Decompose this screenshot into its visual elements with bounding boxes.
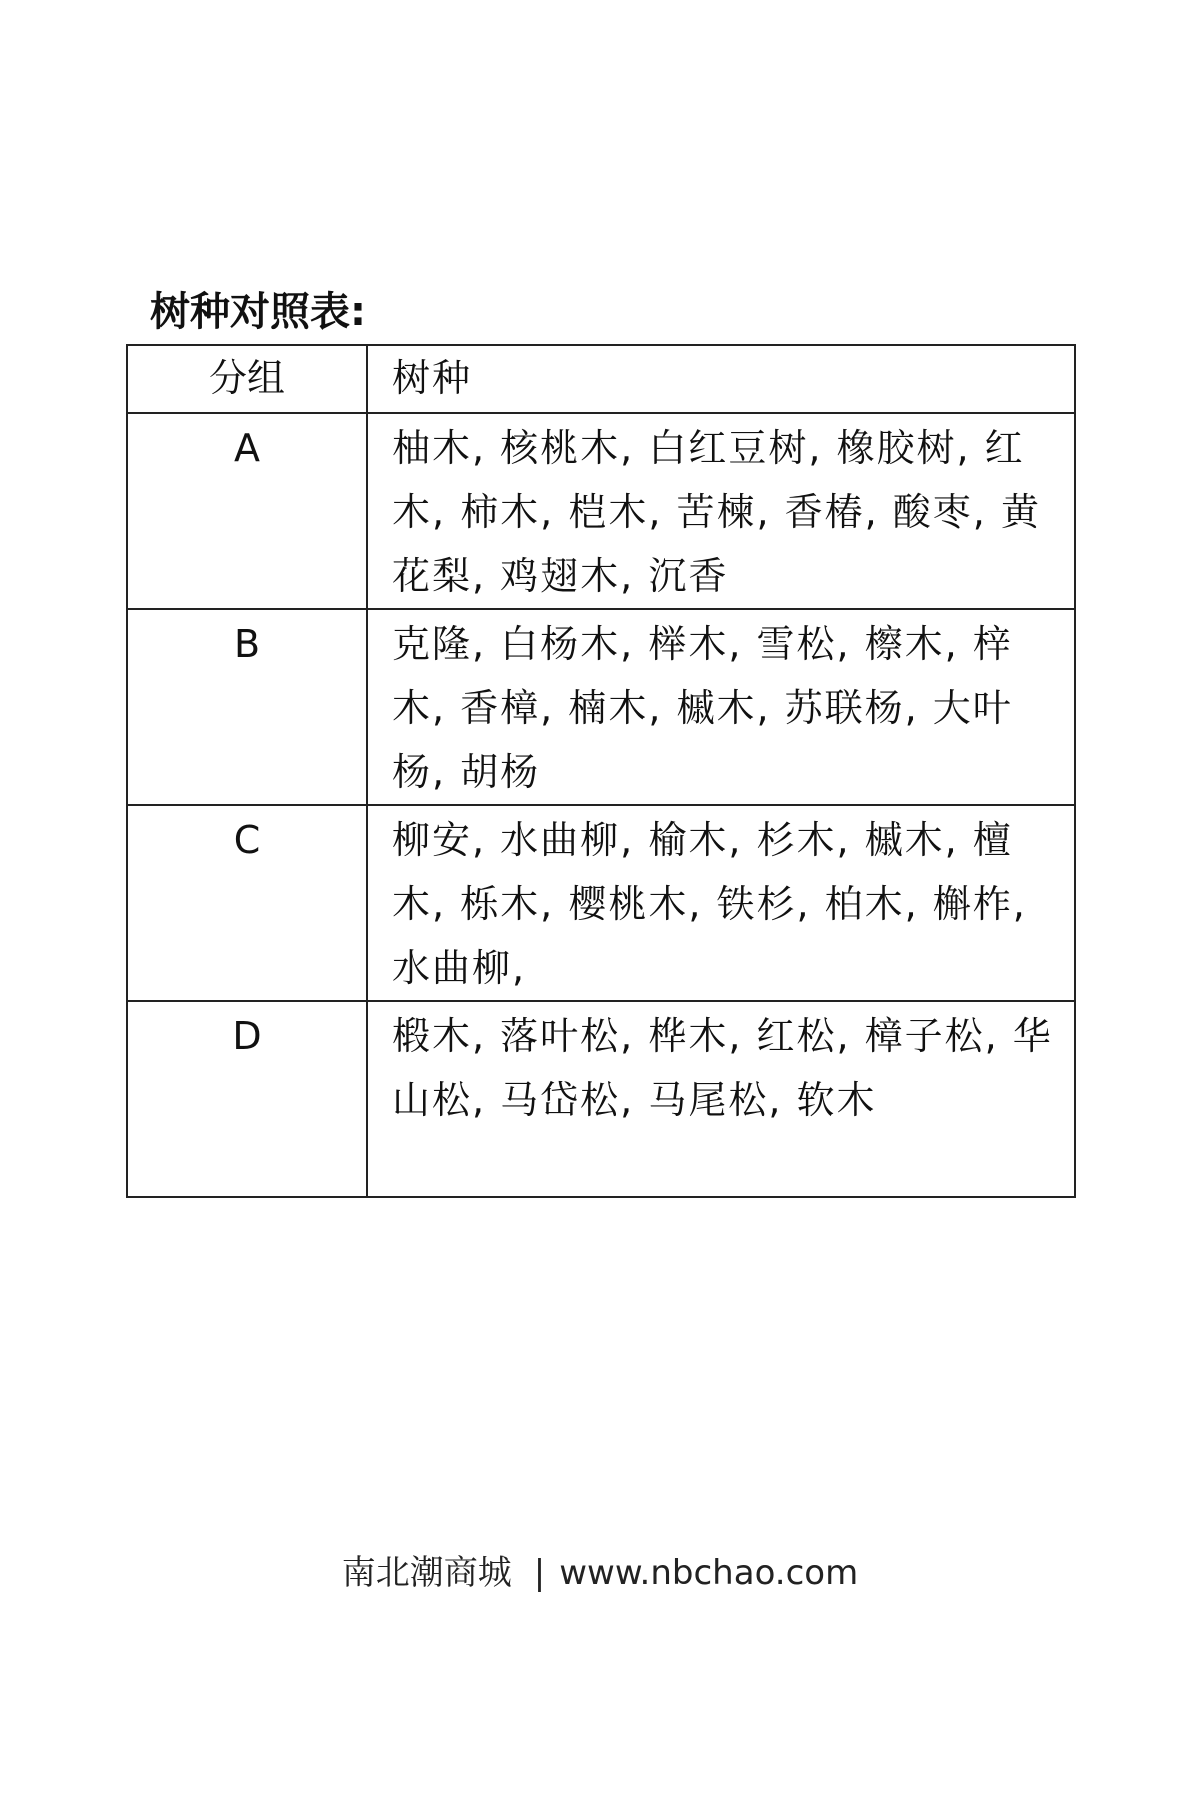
species-cell: 克隆, 白杨木, 榉木, 雪松, 檫木, 梓木, 香樟, 楠木, 槭木, 苏联杨, 大叶杨, 胡杨	[367, 609, 1075, 805]
group-cell: D	[127, 1001, 367, 1197]
species-cell: 柳安, 水曲柳, 榆木, 杉木, 槭木, 檀木, 栎木, 樱桃木, 铁杉, 柏木, 槲柞, 水曲柳,	[367, 805, 1075, 1001]
table-row	[127, 413, 1075, 609]
table-row	[127, 805, 1075, 1001]
header-group: 分组	[127, 345, 367, 413]
footer-url-link[interactable]: www.nbchao.com	[559, 1553, 859, 1593]
table-header-row	[127, 345, 1075, 413]
page-title: 树种对照表:	[150, 289, 366, 335]
footer-separator: |	[533, 1553, 546, 1593]
header-species: 树种	[367, 345, 1075, 413]
species-cell: 椴木, 落叶松, 桦木, 红松, 樟子松, 华山松, 马岱松, 马尾松, 软木	[367, 1001, 1075, 1197]
table-row	[127, 609, 1075, 805]
group-cell: A	[127, 413, 367, 609]
species-cell: 柚木, 核桃木, 白红豆树, 橡胶树, 红木, 柿木, 桤木, 苦楝, 香椿, 酸枣, 黄花梨, 鸡翅木, 沉香	[367, 413, 1075, 609]
group-cell: B	[127, 609, 367, 805]
page-footer	[0, 1548, 1200, 1598]
table-row	[127, 1001, 1075, 1197]
group-cell: C	[127, 805, 367, 1001]
tree-species-table	[126, 344, 1076, 1198]
footer-brand: 南北潮商城	[341, 1553, 512, 1593]
